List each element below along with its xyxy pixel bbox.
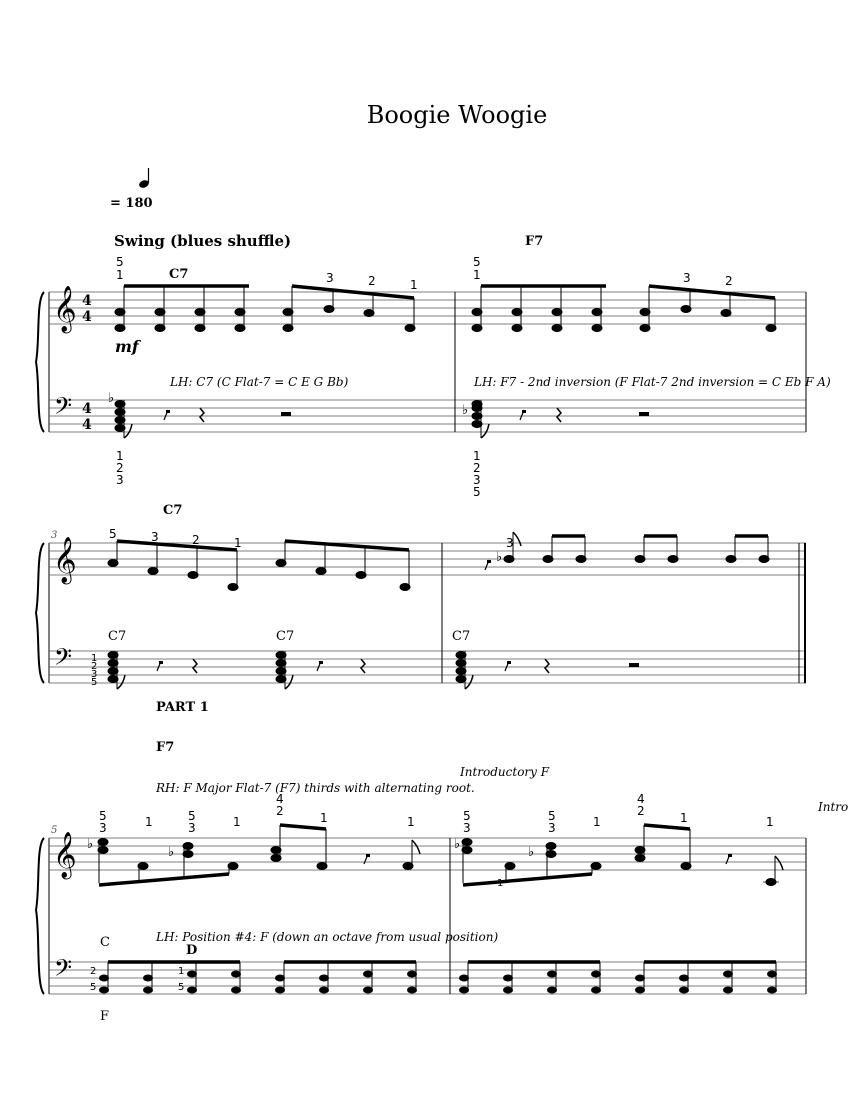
tempo-text: Swing (blues shuffle) (114, 232, 292, 250)
chord-label: F (100, 1009, 110, 1024)
fingering: 2 (90, 966, 97, 977)
flat-icon: ♭ (528, 845, 535, 860)
fingering: 2 (473, 461, 481, 475)
fingering: 1 (116, 268, 124, 282)
bass-clef-icon: 𝄢 (54, 643, 73, 676)
tempo-value: = 180 (110, 196, 153, 211)
fingering: 1 (234, 536, 242, 550)
rh-notes-m5 (87, 825, 420, 885)
fingering: 3 (151, 530, 159, 544)
fingering: 5 (109, 527, 117, 541)
half-rest-icon (281, 412, 291, 416)
lh-chord-m1 (108, 391, 291, 438)
fingering: 3 (188, 821, 196, 835)
system-1 (36, 234, 831, 499)
fingering: 5 (99, 809, 107, 823)
fingering: 3 (683, 271, 691, 285)
annotation-lh: LH: F7 - 2nd inversion (F Flat-7 2nd inversion = C Eb F A) (474, 375, 831, 389)
fingering: 2 (116, 461, 124, 475)
quarter-rest-icon (361, 659, 365, 673)
quarter-rest-icon (557, 408, 561, 422)
grand-staff-brace (36, 543, 44, 683)
bass-staff (49, 962, 806, 994)
chord-label: C7 (276, 629, 295, 644)
fingering: 3 (99, 821, 107, 835)
tempo-quarter-note (138, 168, 150, 189)
fingering: 5 (473, 255, 481, 269)
chord-label: C7 (452, 629, 471, 644)
flat-icon: ♭ (87, 837, 94, 852)
rh-notes-m3 (108, 541, 410, 591)
fingering: 5 (178, 982, 185, 993)
treble-clef-icon: 𝄞 (53, 832, 77, 878)
fingering: 3 (91, 669, 98, 680)
treble-staff (49, 838, 806, 870)
treble-clef-icon: 𝄞 (53, 537, 77, 583)
fingering: 1 (473, 449, 481, 463)
score-title: Boogie Woogie (366, 101, 548, 129)
treble-staff (49, 543, 806, 575)
rh-notes-m6 (454, 825, 783, 886)
annotation-lh: LH: C7 (C Flat-7 = C E G Bb) (170, 375, 349, 389)
fingering: 5 (90, 982, 97, 993)
fingering: 5 (463, 809, 471, 823)
fingering: 2 (91, 661, 98, 672)
fingering: 5 (116, 255, 124, 269)
time-sig-bottom: 4 (82, 309, 92, 325)
half-rest-icon (639, 412, 649, 416)
fingering: 5 (473, 485, 481, 499)
fingering: 2 (725, 274, 733, 288)
fingering: 1 (116, 449, 124, 463)
fingering: 1 (410, 278, 418, 292)
treble-clef-icon: 𝄞 (53, 286, 77, 332)
fingering: 2 (192, 533, 200, 547)
fingering: 4 (637, 792, 645, 806)
time-sig-bottom: 4 (82, 417, 92, 433)
annotation-intro: Introductory F (460, 765, 550, 779)
fingering: 1 (91, 653, 98, 664)
fingering: 3 (548, 821, 556, 835)
fingering: 4 (276, 792, 284, 806)
fingering: 2 (637, 804, 645, 818)
chord-symbol: F7 (156, 740, 175, 755)
quarter-rest-icon (193, 659, 197, 673)
system-3 (36, 700, 848, 1024)
fingering: 3 (116, 473, 124, 487)
grand-staff-brace (36, 292, 44, 432)
fingering: 1 (178, 966, 185, 977)
annotation-lh: LH: Position #4: F (down an octave from usual position) (156, 930, 499, 944)
fingering: 1 (766, 815, 774, 829)
fingering: 1 (497, 878, 504, 889)
quarter-rest-icon (545, 659, 549, 673)
chord-label: C7 (108, 629, 127, 644)
bass-staff (49, 400, 806, 432)
flat-icon: ♭ (462, 403, 469, 418)
fingering: 1 (407, 815, 415, 829)
fingering: 3 (326, 271, 334, 285)
chord-symbol: C7 (169, 267, 189, 282)
flat-icon: ♭ (454, 837, 461, 852)
flat-icon: ♭ (168, 845, 175, 860)
time-sig-top: 4 (82, 401, 92, 417)
fingering: 3 (463, 821, 471, 835)
time-sig-top: 4 (82, 293, 92, 309)
annotation-rh: RH: F Major Flat-7 (F7) thirds with alternating root. (156, 781, 475, 795)
fingering: 5 (548, 809, 556, 823)
chord-label: C (100, 935, 110, 950)
flat-icon: ♭ (496, 550, 503, 565)
system-2 (36, 503, 806, 689)
fingering: 1 (320, 811, 328, 825)
rh-notes-m2 (472, 286, 776, 332)
bar-number: 5 (51, 825, 58, 836)
bass-staff (49, 651, 806, 683)
bass-clef-icon: 𝄢 (54, 954, 73, 987)
fingering: 1 (593, 815, 601, 829)
half-rest-icon (629, 663, 639, 667)
fingering: 2 (368, 274, 376, 288)
chord-label: D (186, 943, 198, 958)
annotation-intro-cut: Intro (818, 800, 849, 814)
dynamic-marking: mf (115, 337, 139, 356)
part-label: PART 1 (156, 700, 209, 715)
bar-number: 3 (51, 530, 58, 541)
grand-staff-brace (36, 838, 44, 994)
fingering: 1 (145, 815, 153, 829)
fingering: 5 (91, 677, 98, 688)
fingering: 3 (473, 473, 481, 487)
fingering: 2 (276, 804, 284, 818)
chord-symbol: C7 (163, 503, 183, 518)
fingering: 3 (506, 536, 514, 550)
bass-clef-icon: 𝄢 (54, 392, 73, 425)
rh-notes-m1 (115, 286, 415, 332)
flat-icon: ♭ (108, 391, 115, 406)
chord-symbol: F7 (525, 234, 544, 249)
quarter-rest-icon (200, 408, 204, 422)
fingering: 1 (473, 268, 481, 282)
treble-staff (49, 292, 806, 324)
fingering: 1 (233, 815, 241, 829)
fingering: 1 (680, 811, 688, 825)
fingering: 5 (188, 809, 196, 823)
